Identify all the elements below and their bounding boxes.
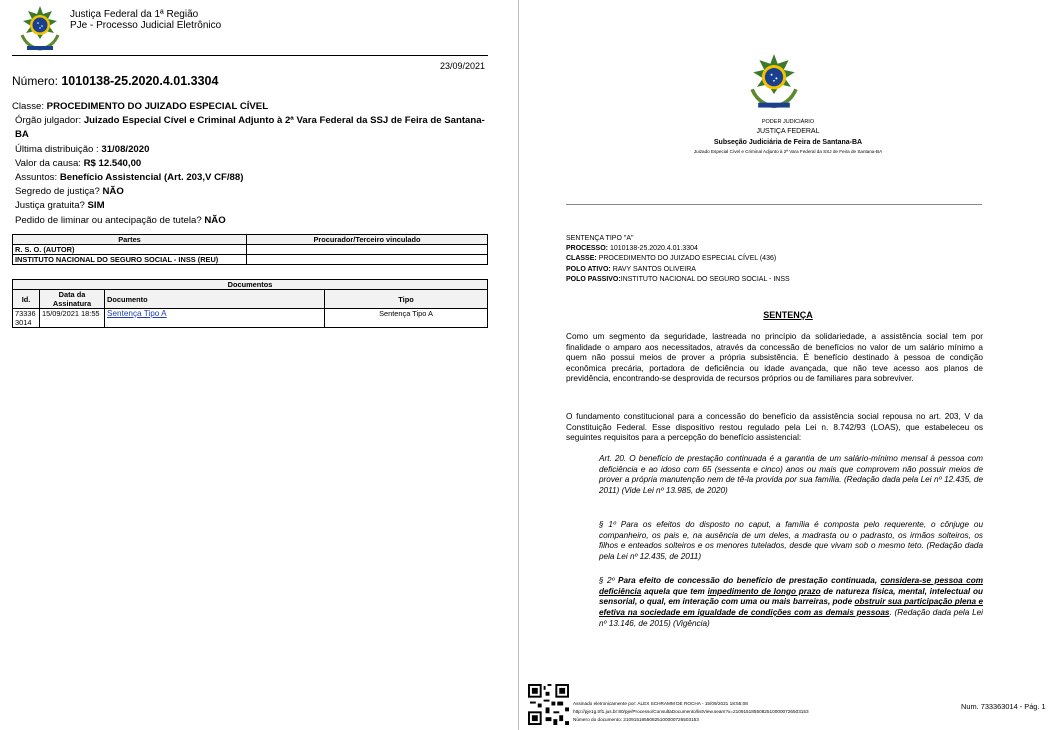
meta-ativo [566,265,790,275]
process-number [12,74,218,88]
parte-autor: R. S. O. (AUTOR) [13,245,247,255]
q3-h: . (Redação dada pela Lei nº 13.146, de 2015) (Vigência) [599,608,983,628]
segredo-label: Segredo de justiça? [15,186,100,198]
justica-federal: JUSTIÇA FEDERAL [756,128,820,135]
assuntos-label: Assuntos: [15,172,58,184]
meta-passivo [566,275,790,285]
passivo-label: POLO PASSIVO: [566,275,621,283]
header-rule [12,55,488,56]
field-valor [12,157,492,171]
signed-by: Assinado eletronicamente por: ALEX SCHRAMM DE ROCHA - 15/09/2021 18:55:08 [573,701,748,706]
doc-tipo: Sentença Tipo A [325,309,488,328]
brasil-coat-of-arms-icon [746,52,802,112]
sentenca-title: SENTENÇA [763,310,813,320]
ativo-value: RAVY SANTOS OLIVEIRA [612,265,696,273]
partes-table [12,234,488,265]
q3-g: obstruir sua participação plena e efetiva na sociedade em igualdade de condições com as demais pessoas [599,597,983,618]
numero-label: Número: [12,74,59,88]
page-number: Num. 733363014 - Pág. 1 [961,702,1046,711]
field-assuntos [12,171,492,185]
meta-classe [566,254,790,264]
table-row [13,309,488,328]
q3-b: Para efeito de concessão do benefício de prestação continuada, [617,576,881,585]
orgao-value: Juizado Especial Cível e Criminal Adjunto à 2ª Vara Federal da SSJ de Feira de Santana-BA [15,115,485,141]
juizado: Juizado Especial Cível e Criminal Adjunto à 2ª Vara Federal da SSJ de Feira de Santana-BA [693,149,883,154]
field-segredo [12,185,492,199]
field-liminar [12,214,492,228]
processo-value: 1010138-25.2020.4.01.3304 [609,245,698,253]
qr-code-icon [528,684,569,725]
valor-label: Valor da causa: [15,157,81,169]
field-classe [12,100,492,114]
orgao-label: Órgão julgador: [15,115,82,127]
process-fields [12,100,492,228]
procurador-cell [247,255,488,265]
valor-value: R$ 12.540,00 [83,157,142,169]
sentenca-tipo: SENTENÇA TIPO "A" [566,235,634,242]
quote-par1: § 1º Para os efeitos do disposto no caput, a família é composta pelo requerente, o cônjuge ou companheiro, os pais e, na ausência de um deles, a madrasta ou o padrasto, os irmãos solteiros, os filhos e enteados solteiros e os menores tutelados, desde que vivam sob o mesmo teto. (Redação dada pela Lei nº 12.435, de 2011) [599,520,983,562]
ativo-label: POLO ATIVO: [566,265,611,273]
signature-footer [573,700,809,724]
court-header [70,9,221,31]
paragraph-2: O fundamento constitucional para a concessão do benefício da assistência social repousa no art. 203, V da Constituição Federal. Esse dispositivo restou regulado pela Lei n. 8.742/93 (LOAS), que estabeleceu os seguintes requisitos para a percepção do benefício assistencial: [566,411,983,442]
field-distribuicao [12,143,492,157]
classe-label: CLASSE: [566,255,597,263]
case-meta [566,234,790,285]
assuntos-value: Benefício Assistencial (Art. 203,V CF/88) [59,172,244,184]
parte-reu: INSTITUTO NACIONAL DO SEGURO SOCIAL - INSS (REU) [13,255,247,265]
documentos-title: Documentos [13,280,488,290]
document-number: Número do documento: 21091518550825100000726503153 [573,717,699,722]
doc-date: 15/09/2021 18:55 [40,309,105,328]
dist-value: 31/08/2020 [101,143,150,155]
q3-e: impedimento de longo prazo [707,586,821,596]
heading-rule [566,204,982,205]
sentenca-page [519,0,1057,730]
gratuita-value: SIM [87,200,105,212]
q3-d: aquela que tem [641,586,708,596]
partes-header: Partes [13,235,247,245]
col-documento: Documento [105,290,325,309]
gratuita-label: Justiça gratuita? [15,200,85,212]
quote-par2 [599,576,983,630]
quote-art20: Art. 20. O benefício de prestação continuada é a garantia de um salário-mínimo mensal à pessoa com deficiência e ao idoso com 65 (sessenta e cinco) anos ou mais que comprovem não possuir meios de prover a própria manutenção nem de tê-la provida por sua família. (Redação dada pela Lei nº 12.435, de 2011) (Vide Lei nº 13.985, de 2020) [599,454,983,496]
field-orgao [12,114,492,142]
dist-label: Última distribuição : [15,143,99,155]
liminar-value: NÃO [204,214,226,226]
brasil-coat-of-arms-icon [17,5,63,53]
print-date: 23/09/2021 [440,61,486,71]
system-name: PJe - Processo Judicial Eletrônico [70,20,222,31]
classe-label: Classe: [12,101,44,112]
col-data: Data da Assinatura [40,290,105,309]
processo-label: PROCESSO: [566,245,609,253]
q3-c: considera-se pessoa com deficiência [599,576,983,596]
doc-cell [105,309,325,328]
passivo-value: INSTITUTO NACIONAL DO SEGURO SOCIAL - INSS [620,275,790,283]
subsecao: Subseção Judiciária de Feira de Santana-BA [713,139,863,146]
numero-value: 1010138-25.2020.4.01.3304 [61,74,219,88]
cover-page [0,0,518,730]
meta-processo [566,244,790,254]
procurador-header: Procurador/Terceiro vinculado [247,235,488,245]
segredo-value: NÃO [102,186,124,198]
table-row [13,255,488,265]
doc-link[interactable]: Sentença Tipo A [107,309,167,318]
documentos-table [12,279,488,328]
col-id: Id. [13,290,40,309]
paragraph-1: Como um segmento da seguridade, lastreada no princípio da solidariedade, a assistência social tem por finalidade o amparo aos necessitados, através da concessão de benefícios no valor de um salário mínimo a quem não possui meios de prover a própria subsistência. É benefício destinado à pessoa de condição econômica precária, portadora de deficiência ou idade avançada, que não teve acesso aos planos de previdência, encontrando-se desprovida de recursos próprios ou de familiares para sobreviver. [566,331,983,383]
table-row [13,245,488,255]
doc-id: 73336 3014 [13,309,40,328]
poder-judiciario: PODER JUDICIÁRIO [761,119,815,125]
court-name: Justiça Federal da 1ª Região [70,9,199,20]
q3-f: de natureza física, mental, intelectual ou sensorial, o qual, em interação com uma ou mais barreiras, pode [599,586,983,607]
field-gratuita [12,199,492,213]
procurador-cell [247,245,488,255]
verify-url[interactable]: http://pje1g.trf1.jus.br:80/pje/Processo/ConsultaDocumento/listView.seam?x=21091518550825100000726503153 [573,709,809,714]
liminar-label: Pedido de liminar ou antecipação de tutela? [15,214,202,226]
judiciary-heading [519,118,1057,156]
q3-a: § 2º [599,576,618,585]
classe-value: PROCEDIMENTO DO JUIZADO ESPECIAL CÍVEL [46,101,269,112]
classe-value: PROCEDIMENTO DO JUIZADO ESPECIAL CÍVEL (436) [598,255,777,263]
col-tipo: Tipo [325,290,488,309]
